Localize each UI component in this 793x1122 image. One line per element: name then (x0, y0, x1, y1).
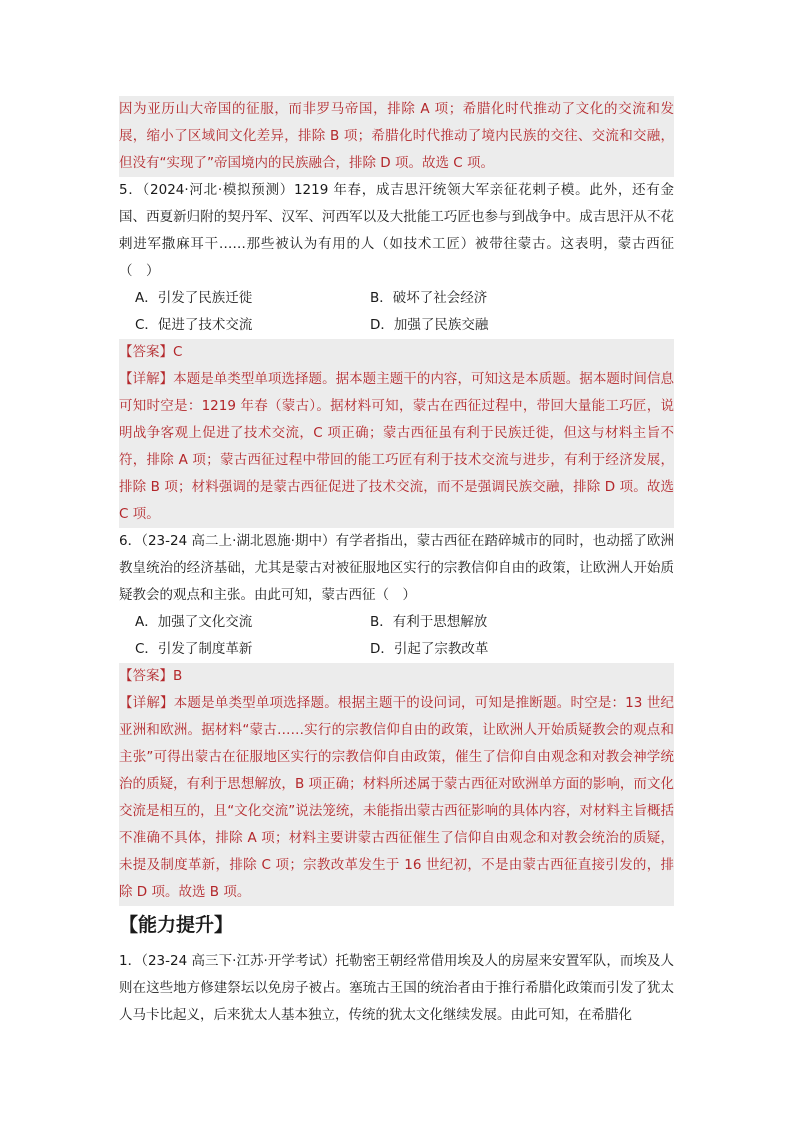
answer-value: C (173, 344, 183, 360)
page-content (119, 96, 674, 1029)
question-6-explanation (119, 690, 674, 906)
option-a[interactable]: A．加强了文化交流 (135, 614, 253, 630)
option-a[interactable]: A．引发了民族迁徙 (135, 290, 253, 306)
prev-explanation-block (119, 96, 674, 177)
option-c[interactable]: C．促进了技术交流 (135, 317, 253, 333)
option-d[interactable]: D．引起了宗教改革 (370, 641, 489, 657)
question-5-answer (119, 339, 674, 366)
question-ability-1-stem: 1．（23-24 高三下·江苏·开学考试）托勒密王朝经常借用埃及人的房屋来安置军队，而埃及人则在这些地方修建祭坛以免房子被占。塞琉古王国的统治者由于推行希腊化政策而引发了犹太人马卡比起义，后来犹太人基本独立，传统的犹太文化继续发展。由此可知，在希腊化 (119, 953, 674, 1023)
section-title: 【能力提升】 (119, 914, 234, 936)
question-6-stem: 6．（23-24 高二上·湖北恩施·期中）有学者指出，蒙古西征在踏碎城市的同时，也动摇了欧洲教皇统治的经济基础，尤其是蒙古对被征服地区实行的宗教信仰自由的政策，让欧洲人开始质疑教会的观点和主张。由此可知，蒙古西征（ ） (119, 533, 674, 603)
question-6 (119, 528, 674, 663)
prev-explanation-text: 因为亚历山大帝国的征服，而非罗马帝国，排除 A 项；希腊化时代推动了文化的交流和发展，缩小了区域间文化差异，排除 B 项；希腊化时代推动了境内民族的交往、交流和交融，但没有“实现了”帝国境内的民族融合，排除 D 项。故选 C 项。 (119, 101, 674, 171)
answer-tag: 【答案】 (119, 668, 173, 684)
option-b[interactable]: B．有利于思想解放 (370, 614, 488, 630)
question-ability-1 (119, 948, 674, 1029)
option-b[interactable]: B．破坏了社会经济 (370, 290, 488, 306)
question-5-options (119, 285, 674, 339)
question-5-answer-block (119, 339, 674, 528)
explain-text: 本题是单类型单项选择题。根据主题干的设问词，可知是推断题。时空是：13 世纪亚洲和欧洲。据材料“蒙古……实行的宗教信仰自由的政策，让欧洲人开始质疑教会的观点和主张”可得出蒙古在征服地区实行的宗教信仰自由政策，催生了信仰自由观念和对教会神学统治的质疑，有利于思想解放，B 项正确；材料所述属于蒙古西征对欧洲单方面的影响，而文化交流是相互的，且“文化交流”说法笼统，未能指出蒙古西征影响的具体内容，对材料主旨概括不准确不具体，排除 A 项；材料主要讲蒙古西征催生了信仰自由观念和对教会统治的质疑，未提及制度革新，排除 C 项；宗教改革发生于 16 世纪初，不是由蒙古西征直接引发的，排除 D 项。故选 B 项。 (119, 695, 675, 900)
question-6-options (119, 609, 674, 663)
option-c[interactable]: C．引发了制度革新 (135, 641, 253, 657)
question-6-answer-block (119, 663, 674, 906)
answer-tag: 【答案】 (119, 344, 173, 360)
explain-tag: 【详解】 (119, 695, 174, 711)
question-5-stem: 5．（2024·河北·模拟预测）1219 年春，成吉思汗统领大军亲征花剌子模。此外，还有金国、西夏新归附的契丹军、汉军、河西军以及大批能工巧匠也参与到战争中。成吉思汗从不花剌进军撒麻耳干……那些被认为有用的人（如技术工匠）被带往蒙古。这表明，蒙古西征（ ） (119, 182, 674, 279)
question-5-explanation (119, 366, 674, 528)
question-6-answer (119, 663, 674, 690)
option-d[interactable]: D．加强了民族交融 (370, 317, 489, 333)
explain-text: 本题是单类型单项选择题。据本题主题干的内容，可知这是本质题。据本题时间信息可知时空是：1219 年春（蒙古）。据材料可知，蒙古在西征过程中，带回大量能工巧匠，说明战争客观上促进了技术交流，C 项正确；蒙古西征虽有利于民族迁徙，但这与材料主旨不符，排除 A 项；蒙古西征过程中带回的能工巧匠有利于技术交流与进步，有利于经济发展，排除 B 项；材料强调的是蒙古西征促进了技术交流，而不是强调民族交融，排除 D 项。故选 C 项。 (119, 371, 675, 522)
explain-tag: 【详解】 (119, 371, 174, 387)
question-5 (119, 177, 674, 339)
answer-value: B (173, 668, 183, 684)
